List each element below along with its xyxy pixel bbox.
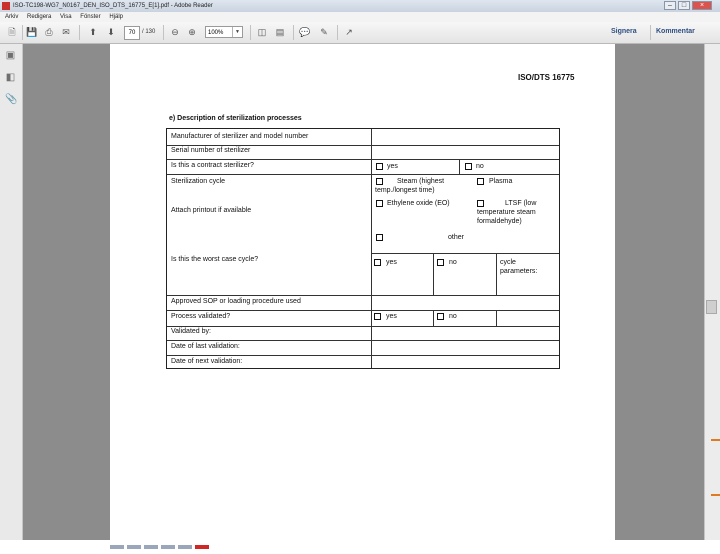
plasma-checkbox[interactable]: [477, 178, 484, 185]
eo-label: Ethylene oxide (EO): [387, 200, 450, 207]
steam-checkbox[interactable]: [376, 178, 383, 185]
label-cycle: Sterilization cycle: [171, 178, 226, 185]
table-column-rule: [496, 310, 497, 326]
expand-icon[interactable]: ↗: [345, 27, 353, 37]
sterilization-form-table: [166, 128, 560, 369]
table-rule: [167, 159, 559, 160]
highlight-icon[interactable]: ✎: [320, 27, 328, 37]
label-validated: Process validated?: [171, 313, 231, 320]
eo-checkbox[interactable]: [376, 200, 383, 207]
print-icon[interactable]: ⎙: [45, 27, 53, 37]
label-sop: Approved SOP or loading procedure used: [171, 298, 301, 305]
vertical-scrollbar[interactable]: [704, 44, 720, 540]
table-column-rule: [371, 129, 372, 368]
steam-label-line1: Steam (highest: [397, 178, 445, 185]
email-icon[interactable]: ✉: [62, 27, 70, 37]
maximize-button[interactable]: □: [678, 1, 690, 10]
worst-case-yes-label: yes: [386, 259, 397, 266]
sign-button[interactable]: Signera: [611, 28, 637, 35]
document-header: ISO/DTS 16775: [518, 73, 575, 82]
label-last-validation: Date of last validation:: [171, 343, 240, 350]
toolbar-separator: [650, 25, 651, 40]
contract-no-label: no: [476, 163, 484, 170]
menu-edit[interactable]: Redigera: [27, 14, 52, 20]
table-rule: [167, 310, 559, 311]
next-page-icon[interactable]: ⬇: [107, 27, 115, 37]
section-title: e) Description of sterilization processes: [169, 115, 302, 122]
toolbar-separator: [337, 25, 338, 40]
navigation-pane: [0, 44, 23, 540]
label-validated-by: Validated by:: [171, 328, 211, 335]
toolbar-separator: [79, 25, 80, 40]
chevron-down-icon[interactable]: ▼: [232, 27, 242, 37]
taskbar-item[interactable]: [110, 545, 124, 549]
worst-case-no-checkbox[interactable]: [437, 259, 444, 266]
validated-no-checkbox[interactable]: [437, 313, 444, 320]
window-title: ISO-TC198-WG7_N0167_DEN_ISO_DTS_16775_E[1].pdf - Adobe Reader: [13, 3, 213, 9]
validated-yes-label: yes: [386, 313, 397, 320]
page-number-input[interactable]: 70: [124, 26, 140, 40]
toolbar: [0, 22, 720, 44]
table-rule: [371, 253, 559, 254]
menu-file[interactable]: Arkiv: [5, 14, 19, 20]
toolbar-separator: [293, 25, 294, 40]
validated-yes-checkbox[interactable]: [374, 313, 381, 320]
taskbar-item[interactable]: [144, 545, 158, 549]
ltsf-label-line3: formaldehyde): [477, 218, 522, 225]
taskbar-item[interactable]: [127, 545, 141, 549]
table-column-rule: [459, 160, 460, 174]
cycle-parameters-label-line2: parameters:: [500, 268, 538, 275]
fit-page-icon[interactable]: ◫: [257, 27, 267, 37]
create-pdf-icon[interactable]: 🗎: [8, 27, 16, 37]
zoom-out-icon[interactable]: ⊖: [171, 27, 179, 37]
taskbar-item[interactable]: [195, 545, 209, 549]
save-icon[interactable]: 💾: [26, 27, 38, 37]
close-button[interactable]: ×: [692, 1, 712, 10]
label-serial: Serial number of sterilizer: [171, 147, 251, 154]
ltsf-checkbox[interactable]: [477, 200, 484, 207]
table-column-rule: [433, 310, 434, 326]
ltsf-label-line1: LTSF (low: [505, 200, 537, 207]
menu-help[interactable]: Hjälp: [109, 14, 123, 20]
table-column-rule: [433, 253, 434, 295]
title-bar: [0, 0, 720, 12]
label-printout: Attach printout if available: [171, 207, 252, 214]
contract-no-checkbox[interactable]: [465, 163, 472, 170]
page-thumbnails-icon[interactable]: ▣: [5, 50, 16, 61]
previous-page-icon[interactable]: ⬆: [89, 27, 97, 37]
label-contract: Is this a contract sterilizer?: [171, 162, 254, 169]
table-column-rule: [496, 253, 497, 295]
orange-marker: [711, 494, 720, 496]
minimize-button[interactable]: –: [664, 1, 676, 10]
bookmarks-icon[interactable]: ◧: [5, 72, 16, 83]
comment-icon[interactable]: 💬: [299, 27, 311, 37]
taskbar-item[interactable]: [178, 545, 192, 549]
taskbar-item[interactable]: [161, 545, 175, 549]
table-rule: [167, 174, 559, 175]
menu-bar: [0, 12, 720, 22]
table-rule: [167, 355, 559, 356]
scrollbar-thumb[interactable]: [706, 300, 717, 314]
orange-marker: [711, 439, 720, 441]
adobe-reader-icon: [2, 2, 10, 10]
page-total: / 130: [142, 29, 156, 35]
cycle-parameters-label-line1: cycle: [500, 259, 516, 266]
toolbar-separator: [22, 25, 23, 40]
table-rule: [167, 295, 559, 296]
other-label: other: [448, 234, 464, 241]
table-rule: [167, 145, 559, 146]
worst-case-no-label: no: [449, 259, 457, 266]
other-checkbox[interactable]: [376, 234, 383, 241]
label-worst-case: Is this the worst case cycle?: [171, 256, 259, 263]
label-manufacturer: Manufacturer of sterilizer and model number: [171, 133, 309, 140]
fit-width-icon[interactable]: ▤: [275, 27, 285, 37]
validated-no-label: no: [449, 313, 457, 320]
ltsf-label-line2: temperature steam: [477, 209, 536, 216]
attachments-icon[interactable]: 📎: [5, 94, 18, 105]
steam-label-line2: temp./longest time): [375, 187, 435, 194]
menu-view[interactable]: Visa: [60, 14, 72, 20]
table-rule: [167, 340, 559, 341]
zoom-select[interactable]: [205, 26, 243, 38]
contract-yes-checkbox[interactable]: [376, 163, 383, 170]
comment-button[interactable]: Kommentar: [656, 28, 695, 35]
table-rule: [167, 326, 559, 327]
toolbar-separator: [163, 25, 164, 40]
worst-case-yes-checkbox[interactable]: [374, 259, 381, 266]
contract-yes-label: yes: [387, 163, 398, 170]
taskbar-strip: [110, 536, 410, 540]
toolbar-separator: [250, 25, 251, 40]
plasma-label: Plasma: [489, 178, 513, 185]
zoom-in-icon[interactable]: ⊕: [188, 27, 196, 37]
zoom-value: 100%: [208, 30, 224, 36]
menu-window[interactable]: Fönster: [80, 14, 101, 20]
label-next-validation: Date of next validation:: [171, 358, 243, 365]
